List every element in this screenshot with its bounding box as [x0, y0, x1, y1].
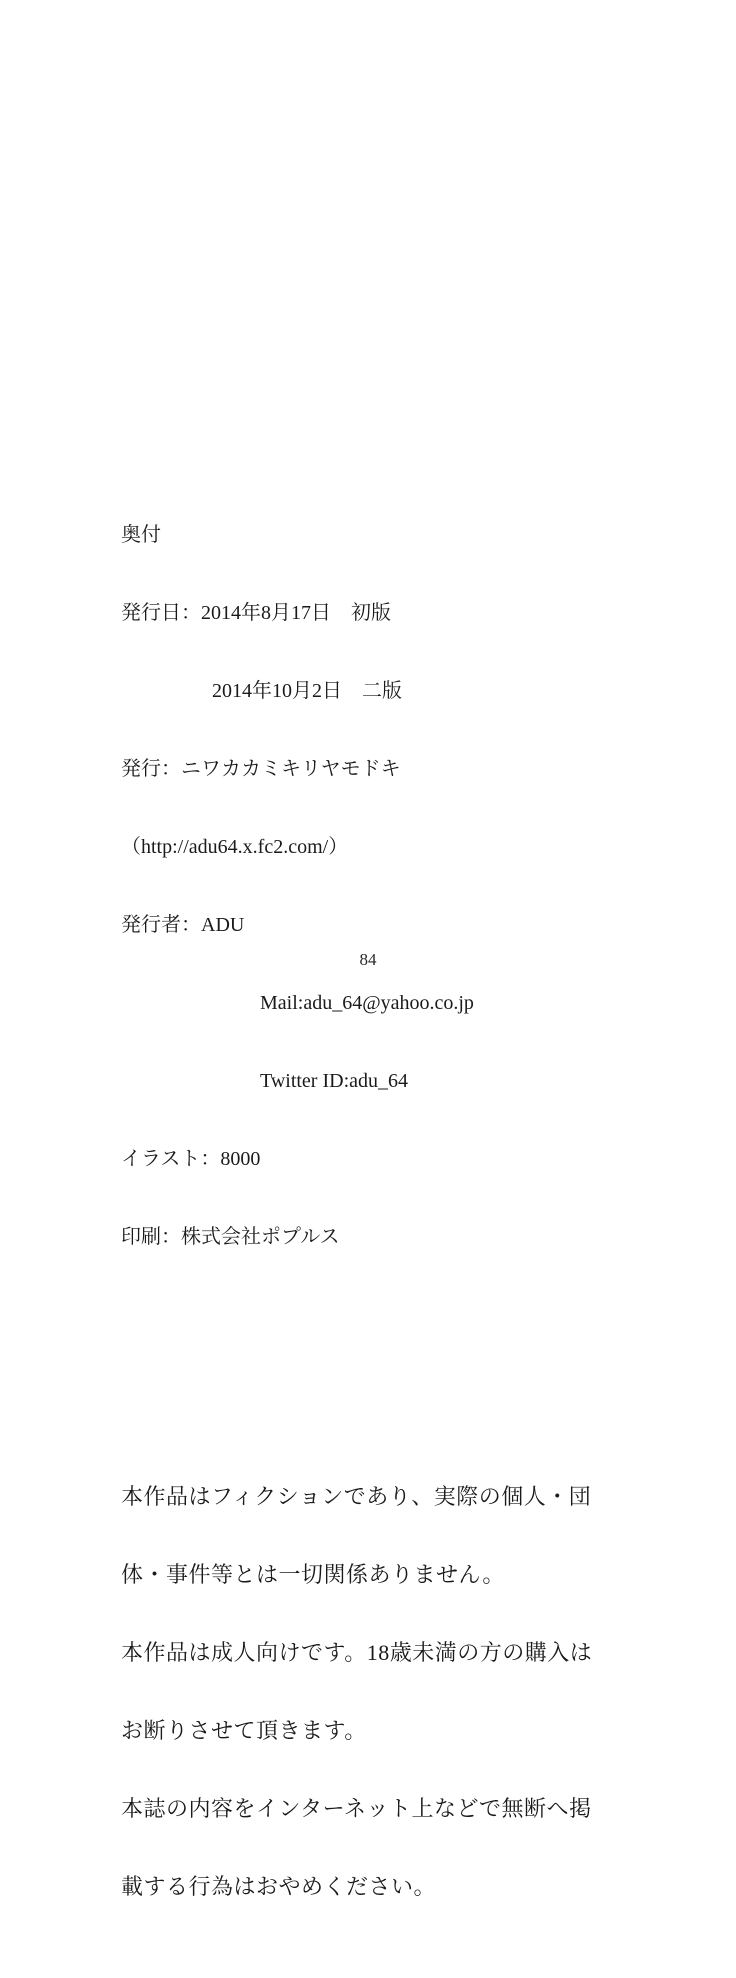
- colophon-text-block: [121, 470, 592, 1978]
- disclaimer-fiction-line-2: 体・事件等とは一切関係ありません。: [121, 1562, 505, 1587]
- twitter-id-line: Twitter ID:adu_64: [260, 1070, 409, 1092]
- author-line: 発行者：ADU: [121, 914, 245, 936]
- disclaimer-adult-line-2: お断りさせて頂きます。: [121, 1718, 367, 1743]
- printer-line: 印刷：株式会社ポプルス: [121, 1226, 340, 1248]
- publisher-circle-line: 発行：ニワカカミキリヤモドキ: [121, 758, 401, 780]
- illustrator-line: イラスト：8000: [121, 1148, 261, 1170]
- colophon-title: 奥付: [121, 524, 161, 546]
- publish-date-second-edition-line: 2014年10月2日 二版: [212, 680, 402, 702]
- publish-date-first-edition-line: 発行日：2014年8月17日 初版: [121, 602, 391, 624]
- disclaimer-fiction-line-1: 本作品はフィクションであり、実際の個人・団: [121, 1484, 592, 1509]
- page-number: 84: [359, 950, 377, 969]
- blank-line-spacer: [121, 1328, 592, 1354]
- disclaimer-adult-line-1: 本作品は成人向けです。18歳未満の方の購入は: [121, 1640, 593, 1665]
- disclaimer-repost-line-1: 本誌の内容をインターネット上などで無断へ掲: [121, 1796, 592, 1821]
- website-url-line: （http://adu64.x.fc2.com/）: [121, 836, 349, 858]
- disclaimer-repost-line-2: 載する行為はおやめください。: [121, 1874, 437, 1899]
- disclaimer-block: [121, 1432, 592, 1952]
- email-line: Mail:adu_64@yahoo.co.jp: [260, 992, 474, 1014]
